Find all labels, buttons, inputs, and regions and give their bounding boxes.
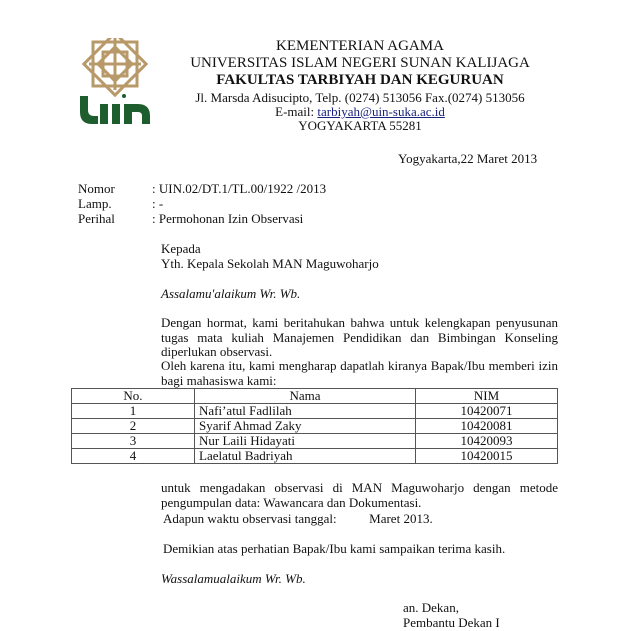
opening-greeting: Assalamu'alaikum Wr. Wb. (161, 286, 301, 301)
signature-title: Pembantu Dekan I (403, 615, 500, 630)
meta-label-lamp: Lamp. (78, 196, 112, 211)
closing-thanks: Demikian atas perhatian Bapak/Ibu kami sampaikan terima kasih. (163, 541, 506, 556)
cell-nim: 10420015 (416, 449, 558, 464)
meta-value-nomor: : UIN.02/DT.1/TL.00/1922 /2013 (152, 181, 327, 196)
signature-on-behalf: an. Dekan, (403, 600, 459, 615)
students-table (71, 388, 558, 464)
cell-nama: Laelatul Badriyah (195, 449, 416, 464)
recipient-name: Yth. Kepala Sekolah MAN Maguwoharjo (161, 256, 379, 271)
letter-date: Yogyakarta,22 Maret 2013 (398, 151, 538, 166)
header-nim: NIM (416, 389, 558, 404)
cell-nim: 10420093 (416, 434, 558, 449)
meta-value-perihal: : Permohonan Izin Observasi (152, 211, 304, 226)
email-label: E-mail: (275, 104, 318, 119)
meta-label-nomor: Nomor (78, 181, 115, 196)
letterhead-university: UNIVERSITAS ISLAM NEGERI SUNAN KALIJAGA (190, 55, 530, 71)
cell-no: 1 (72, 404, 195, 419)
cell-nama: Nur Laili Hidayati (195, 434, 416, 449)
paragraph-intro (161, 316, 558, 360)
university-logo (76, 38, 154, 128)
table-row (72, 449, 558, 464)
header-no: No. (72, 389, 195, 404)
table-row (72, 419, 558, 434)
closing-greeting: Wassalamualaikum Wr. Wb. (161, 571, 306, 586)
letterhead-faculty: FAKULTAS TARBIYAH DAN KEGURUAN (216, 72, 504, 88)
uin-logo-icon (76, 38, 154, 128)
table-header-row (72, 389, 558, 404)
letterhead-address: Jl. Marsda Adisucipto, Telp. (0274) 513056 Fax.(0274) 513056 (195, 90, 525, 105)
paragraph-method-text: untuk mengadakan observasi di MAN Maguwoharjo dengan metode pengumpulan data: Wawancara dan Dokumentasi. (161, 480, 558, 510)
observation-schedule: Adapun waktu observasi tanggal: Maret 2013. (163, 511, 433, 526)
letterhead-ministry: KEMENTERIAN AGAMA (276, 38, 444, 54)
paragraph-request (161, 359, 558, 388)
email-link[interactable]: tarbiyah@uin-suka.ac.id (317, 104, 445, 119)
table-row (72, 404, 558, 419)
paragraph-intro-text: Dengan hormat, kami beritahukan bahwa untuk kelengkapan penyusunan tugas mata kuliah Manajemen Pendidikan dan Bimbingan Konseling diperlukan observasi. (161, 315, 558, 359)
cell-no: 4 (72, 449, 195, 464)
cell-nim: 10420081 (416, 419, 558, 434)
cell-nama: Syarif Ahmad Zaky (195, 419, 416, 434)
cell-no: 2 (72, 419, 195, 434)
meta-label-perihal: Perihal (78, 211, 115, 226)
meta-value-lamp: : - (152, 196, 164, 211)
cell-no: 3 (72, 434, 195, 449)
paragraph-method (161, 481, 558, 510)
cell-nim: 10420071 (416, 404, 558, 419)
paragraph-request-text: Oleh karena itu, kami mengharap dapatlah kiranya Bapak/Ibu memberi izin bagi mahasiswa kami: (161, 358, 558, 388)
table-row (72, 434, 558, 449)
recipient-kepada: Kepada (161, 241, 201, 256)
letterhead-city: YOGYAKARTA 55281 (298, 118, 422, 133)
cell-nama: Nafi’atul Fadlilah (195, 404, 416, 419)
header-nama: Nama (195, 389, 416, 404)
